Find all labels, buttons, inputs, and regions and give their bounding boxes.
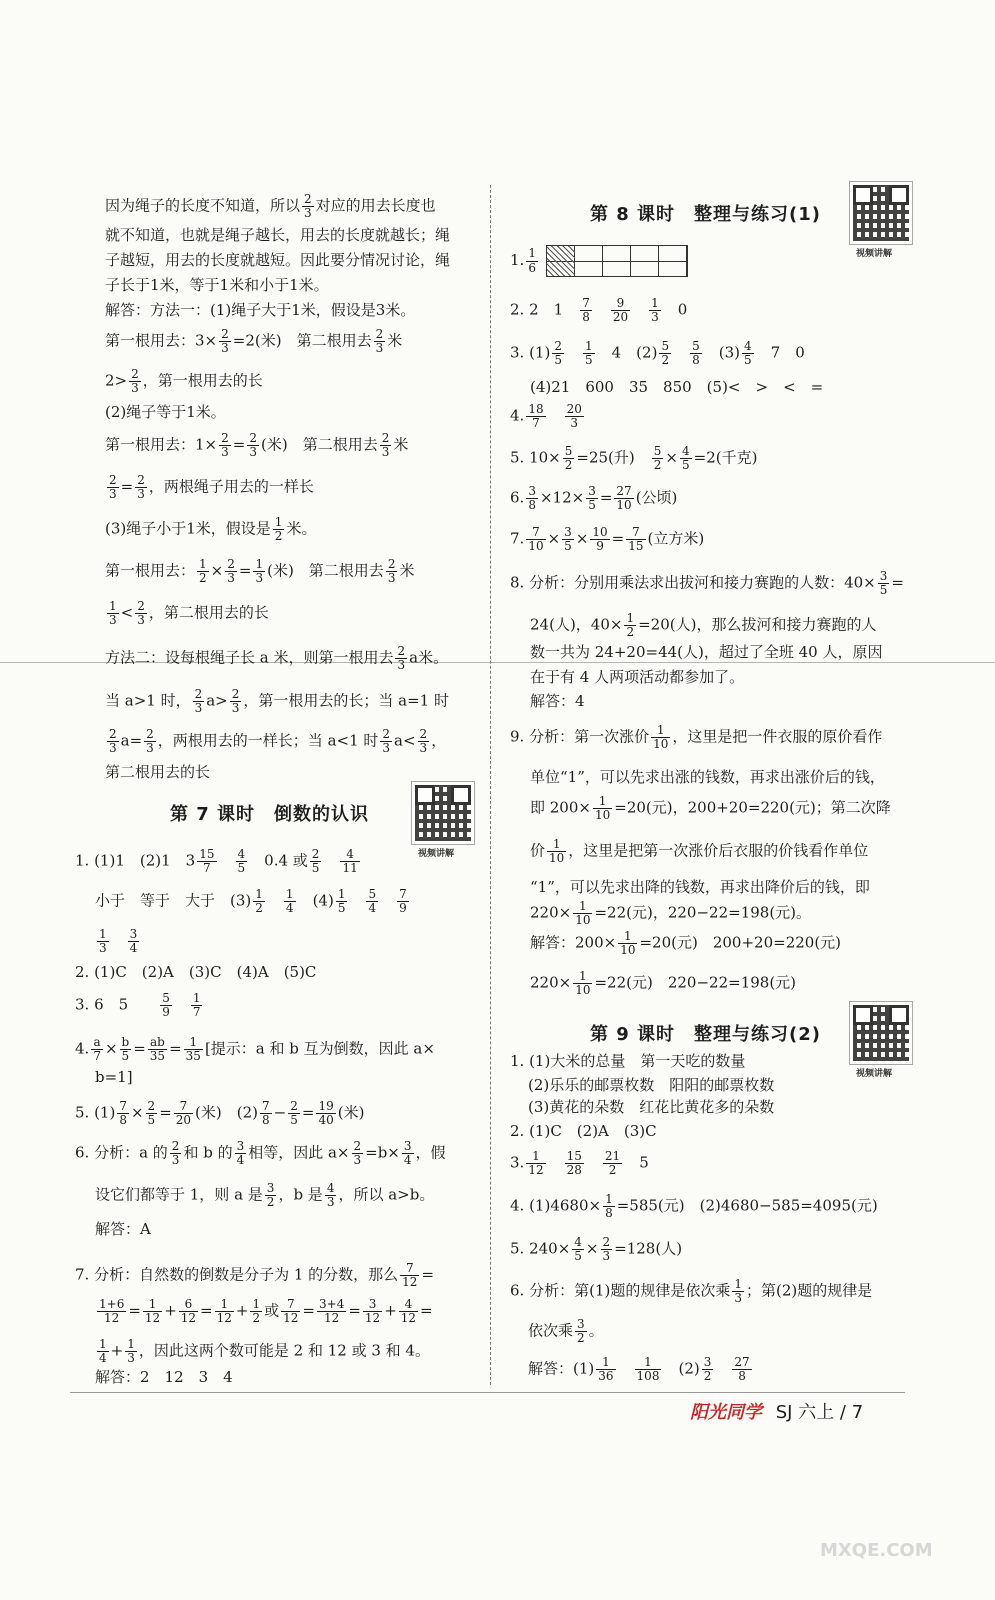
text-line: 当 a>1 时， $\frac{2}{3}$ a> $\frac{2}{3}$ ，第一根用去的长；当 a=1 时 (105, 687, 449, 716)
text-line: $\frac{1}{3}$ < $\frac{2}{3}$ ，第二根用去的长 (109, 599, 269, 628)
s-answer-6: 6. 分析：第(1)题的规律是依次乘 $\frac{1}{3}$ ；第(2)题的规律是 (510, 1277, 873, 1306)
answer-7-cont: $\frac{1+6}{12}$ = $\frac{1}{12}$ + $\frac{6}{12}$ = $\frac{1}{12}$ + $\frac{1}{2}$ 或 $\frac{7}{12}$ = $\frac{3+4}{12}$ = $\frac{3}{12}$ + $\frac{4}{12}$ = (99, 1297, 433, 1326)
qr-code-icon[interactable] (850, 182, 912, 244)
answer-4-cont: b=1] (95, 1068, 133, 1086)
lesson-8-title: 第 8 课时 整理与练习(1) (590, 204, 822, 225)
text-line: 子长于1米，等于1米和小于1米。 (105, 276, 329, 294)
s-answer-1: 1. (1)大米的总量 第一天吃的数量 (510, 1052, 746, 1070)
answer-7: 7. 分析：自然数的倒数是分子为 1 的分数，那么 $\frac{7}{12}$ = (75, 1261, 435, 1290)
answer-1: 1. (1)1 (2)1 3 $\frac{15}{7}$ $\frac{4}{5}$ 0.4 或 $\frac{2}{5}$ $\frac{4}{11}$ (75, 847, 358, 876)
answer-9-cont: 单位“1”，可以先求出涨的钱数，再求出涨价后的钱， (530, 768, 885, 786)
text-line: (2)绳子等于1米。 (105, 403, 226, 421)
answer-8-cont: 在于有 4 人两项活动都参加了。 (530, 668, 745, 686)
s-answer-1-cont: (2)乐乐的邮票枚数 阳阳的邮票枚数 (528, 1076, 775, 1094)
answer-9-cont: “1”，可以先求出降的钱数，再求出降价后的钱，即 (530, 878, 870, 896)
watermark: MXQE.COM (820, 1540, 933, 1561)
text-line: 第一根用去：1× $\frac{2}{3}$ = $\frac{2}{3}$ (米) 第二根用去 $\frac{2}{3}$ 米 (105, 431, 409, 460)
answer-6: 6. 分析：a 的 $\frac{2}{3}$ 和 b 的 $\frac{3}{4}$ 相等，因此 a× $\frac{2}{3}$ =b× $\frac{3}{4}$ ，假 (75, 1139, 446, 1168)
text-line: 就不知道，也就是绳子越长，用去的长度就越长；绳 (105, 226, 451, 244)
answer-8-cont: 数一共为 24+20=44(人)，超过了全班 40 人，原因 (530, 643, 883, 661)
answer-3: 3. 6 5 $\frac{5}{9}$ $\frac{1}{7}$ (75, 991, 201, 1020)
s-answer-5: 5. 240× $\frac{4}{5}$ × $\frac{2}{3}$ =128(人) (510, 1235, 683, 1264)
qr-caption: 视频讲解 (418, 849, 455, 859)
s-answer-4: 4. (1)4680× $\frac{1}{8}$ =585(元) (2)4680−585=4095(元) (510, 1192, 878, 1221)
text-line: $\frac{2}{3}$ = $\frac{2}{3}$ ，两根绳子用去的一样长 (109, 473, 314, 502)
answer-8-result: 解答：4 (530, 692, 585, 710)
text-line: 第一根用去： $\frac{1}{2}$ × $\frac{2}{3}$ = $\frac{1}{3}$ (米) 第二根用去 $\frac{2}{3}$ 米 (105, 557, 415, 586)
answer-5: 5. (1) $\frac{7}{8}$ × $\frac{2}{5}$ = $\frac{7}{20}$ (米) (2) $\frac{7}{8}$ − $\frac{2}{5}$ = $\frac{19}{40}$ (米) (75, 1099, 365, 1128)
answer-8-cont: 24(人)，40× $\frac{1}{2}$ =20(人)，那么拔河和接力赛跑的人 (530, 611, 877, 640)
text-line: (3)绳子小于1米，假设是 $\frac{1}{2}$ 米。 (105, 515, 317, 544)
answer-1: 1. $\frac{1}{6}$ (510, 245, 688, 277)
s-answer-2: 2. (1)C (2)A (3)C (510, 1122, 657, 1140)
text-line: 解答：方法一：(1)绳子大于1米，假设是3米。 (105, 301, 416, 319)
answer-9-cont: 220× $\frac{1}{10}$ =22(元)，220−22=198(元)。 (530, 899, 812, 928)
answer-9-result: 220× $\frac{1}{10}$ =22(元) 220−22=198(元) (530, 969, 797, 998)
s-answer-6-result: 解答：(1) $\frac{1}{36}$ $\frac{1}{108}$ (2) $\frac{3}{2}$ $\frac{27}{8}$ (528, 1355, 750, 1384)
qr-code-icon[interactable] (412, 782, 474, 844)
text-line: 子越短，用去的长度就越短。因此要分情况讨论，绳 (105, 251, 451, 269)
answer-8: 8. 分析：分别用乘法求出拔河和接力赛跑的人数：40× $\frac{3}{5}$ = (510, 569, 904, 598)
page-code: SJ 六上 / 7 (775, 1402, 864, 1423)
answer-5: 5. 10× $\frac{5}{2}$ =25(升) $\frac{5}{2}$ × $\frac{4}{5}$ =2(千克) (510, 444, 758, 473)
s-answer-6-cont: 依次乘 $\frac{3}{2}$ 。 (528, 1317, 604, 1346)
text-line: $\frac{2}{3}$ a= $\frac{2}{3}$ ，两根用去的一样长；当 a<1 时 $\frac{2}{3}$ a< $\frac{2}{3}$ ， (109, 727, 447, 756)
answer-2: 2. 2 1 $\frac{7}{8}$ $\frac{9}{20}$ $\frac{1}{3}$ 0 (510, 296, 688, 325)
column-divider (490, 185, 492, 1385)
footer-rule (70, 1392, 905, 1393)
qr-caption: 视频讲解 (856, 249, 893, 259)
answer-1-cont: 小于 等于 大于 (3) $\frac{1}{2}$ $\frac{1}{4}$ (4) $\frac{1}{5}$ $\frac{5}{4}$ $\frac{7}{9}$ (95, 887, 407, 916)
page-footer (690, 1398, 863, 1424)
answer-2: 2. (1)C (2)A (3)C (4)A (5)C (75, 963, 317, 981)
fraction-grid (546, 245, 688, 277)
qr-code-icon[interactable] (850, 1002, 912, 1064)
answer-7: 7. $\frac{7}{10}$ × $\frac{3}{5}$ × $\frac{10}{9}$ = $\frac{7}{15}$ (立方米) (510, 525, 705, 554)
text-line: 方法二：设每根绳子长 a 米，则第一根用去 $\frac{2}{3}$ a米。 (105, 644, 449, 673)
answer-7-result: 解答：2 12 3 4 (95, 1368, 233, 1386)
answer-7-cont: $\frac{1}{4}$ + $\frac{1}{3}$ ，因此这两个数可能是 2 和 12 或 3 和 4。 (99, 1337, 430, 1366)
text-line: 2> $\frac{2}{3}$ ，第一根用去的长 (105, 367, 263, 396)
answer-9-cont: 价 $\frac{1}{10}$ ，这里是把第一次涨价后衣服的价钱看作单位 (530, 837, 869, 866)
answer-4: 4. $\frac{a}{7}$ × $\frac{b}{5}$ = $\frac{ab}{35}$ = $\frac{1}{35}$ [提示：a 和 b 互为倒数，因此 a× (75, 1035, 435, 1064)
s-answer-3: 3. $\frac{1}{12}$ $\frac{15}{28}$ $\frac{21}{2}$ 5 (510, 1149, 649, 1178)
s-answer-1-cont: (3)黄花的朵数 红花比黄花多的朵数 (528, 1098, 775, 1116)
text-line: 因为绳子的长度不知道，所以 $\frac{2}{3}$ 对应的用去长度也 (105, 192, 436, 221)
answer-9: 9. 分析：第一次涨价 $\frac{1}{10}$ ，这里是把一件衣服的原价看作 (510, 723, 883, 752)
answer-6: 6. $\frac{3}{8}$ ×12× $\frac{3}{5}$ = $\frac{27}{10}$ (公顷) (510, 484, 678, 513)
text-line: 第二根用去的长 (105, 763, 211, 781)
answer-1-cont: $\frac{1}{3}$ $\frac{3}{4}$ (99, 927, 138, 956)
answer-6-result: 解答：A (95, 1220, 151, 1238)
lesson-7-title: 第 7 课时 倒数的认识 (170, 804, 370, 825)
text-line: 第一根用去：3× $\frac{2}{3}$ =2(米) 第二根用去 $\frac{2}{3}$ 米 (105, 327, 403, 356)
lesson-9-title: 第 9 课时 整理与练习(2) (590, 1024, 822, 1045)
answer-6-cont: 设它们都等于 1，则 a 是 $\frac{3}{2}$ ，b 是 $\frac{4}{3}$ ，所以 a>b。 (95, 1181, 435, 1210)
answer-9-cont: 即 200× $\frac{1}{10}$ =20(元)，200+20=220(元)；第二次降 (530, 794, 891, 823)
qr-caption: 视频讲解 (856, 1069, 893, 1079)
answer-3-cont: (4)21 600 35 850 (5)< > < = (530, 378, 824, 396)
answer-4: 4. $\frac{18}{7}$ $\frac{20}{3}$ (510, 402, 582, 431)
answer-3: 3. (1) $\frac{2}{5}$ $\frac{1}{5}$ 4 (2) $\frac{5}{2}$ $\frac{5}{8}$ (3) $\frac{4}{5}$ 7 0 (510, 339, 805, 368)
brand-logo: 阳光同学 (690, 1402, 762, 1423)
answer-9-result: 解答：200× $\frac{1}{10}$ =20(元) 200+20=220(元) (530, 929, 842, 958)
